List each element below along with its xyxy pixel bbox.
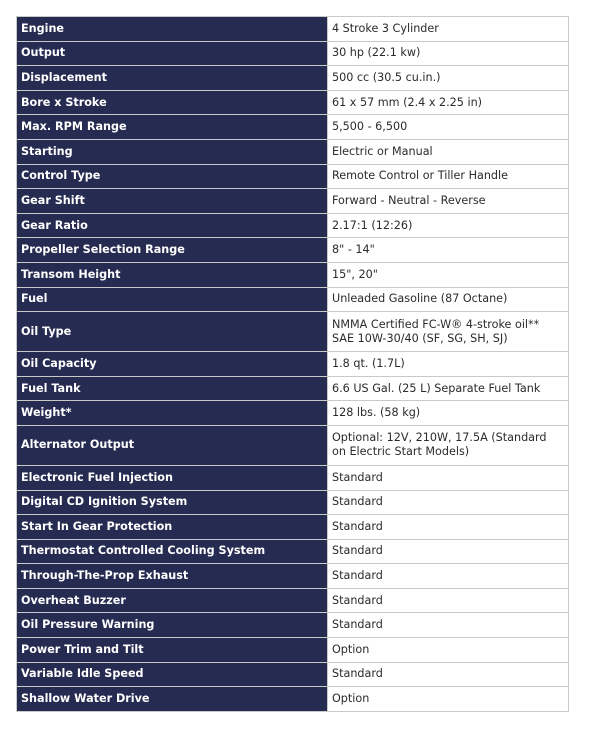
spec-value: Standard: [328, 515, 569, 540]
spec-value: 5,500 - 6,500: [328, 115, 569, 140]
table-row: [17, 90, 569, 115]
spec-value: 15", 20": [328, 262, 569, 287]
spec-label: Max. RPM Range: [17, 115, 328, 140]
spec-sheet: [16, 16, 568, 712]
table-row: [17, 17, 569, 42]
specifications-table: [16, 16, 569, 712]
spec-value: NMMA Certified FC-W® 4-stroke oil** SAE 10W-30/40 (SF, SG, SH, SJ): [328, 312, 569, 352]
spec-label: Overheat Buzzer: [17, 588, 328, 613]
spec-value: 500 cc (30.5 cu.in.): [328, 66, 569, 91]
table-row: [17, 588, 569, 613]
table-row: [17, 189, 569, 214]
spec-value: Standard: [328, 490, 569, 515]
spec-value: 30 hp (22.1 kw): [328, 41, 569, 66]
spec-value: Remote Control or Tiller Handle: [328, 164, 569, 189]
spec-value: Standard: [328, 564, 569, 589]
spec-label: Digital CD Ignition System: [17, 490, 328, 515]
table-row: [17, 262, 569, 287]
spec-value: 128 lbs. (58 kg): [328, 401, 569, 426]
spec-label: Oil Pressure Warning: [17, 613, 328, 638]
spec-label: Starting: [17, 139, 328, 164]
spec-label: Fuel Tank: [17, 376, 328, 401]
table-row: [17, 465, 569, 490]
spec-label: Engine: [17, 17, 328, 42]
table-row: [17, 238, 569, 263]
table-row: [17, 139, 569, 164]
spec-value: Standard: [328, 465, 569, 490]
spec-label: Displacement: [17, 66, 328, 91]
spec-value: 8" - 14": [328, 238, 569, 263]
table-row: [17, 539, 569, 564]
spec-label: Start In Gear Protection: [17, 515, 328, 540]
table-row: [17, 164, 569, 189]
spec-label: Output: [17, 41, 328, 66]
spec-value: Forward - Neutral - Reverse: [328, 189, 569, 214]
spec-value: Unleaded Gasoline (87 Octane): [328, 287, 569, 312]
table-row: [17, 41, 569, 66]
spec-value: 6.6 US Gal. (25 L) Separate Fuel Tank: [328, 376, 569, 401]
spec-value: Standard: [328, 613, 569, 638]
spec-label: Through-The-Prop Exhaust: [17, 564, 328, 589]
table-row: [17, 66, 569, 91]
spec-value: 4 Stroke 3 Cylinder: [328, 17, 569, 42]
table-row: [17, 401, 569, 426]
spec-label: Power Trim and Tilt: [17, 638, 328, 663]
table-row: [17, 564, 569, 589]
spec-value: Standard: [328, 662, 569, 687]
table-row: [17, 312, 569, 352]
spec-value: Electric or Manual: [328, 139, 569, 164]
table-row: [17, 613, 569, 638]
spec-label: Gear Shift: [17, 189, 328, 214]
spec-label: Alternator Output: [17, 425, 328, 465]
table-row: [17, 515, 569, 540]
spec-value: Optional: 12V, 210W, 17.5A (Standard on Electric Start Models): [328, 425, 569, 465]
table-row: [17, 490, 569, 515]
spec-label: Shallow Water Drive: [17, 687, 328, 712]
spec-value: 1.8 qt. (1.7L): [328, 352, 569, 377]
spec-value: 61 x 57 mm (2.4 x 2.25 in): [328, 90, 569, 115]
table-row: [17, 687, 569, 712]
spec-value: Option: [328, 687, 569, 712]
spec-label: Oil Capacity: [17, 352, 328, 377]
table-row: [17, 662, 569, 687]
table-row: [17, 638, 569, 663]
spec-label: Propeller Selection Range: [17, 238, 328, 263]
spec-label: Transom Height: [17, 262, 328, 287]
spec-label: Control Type: [17, 164, 328, 189]
spec-label: Variable Idle Speed: [17, 662, 328, 687]
spec-value: Standard: [328, 588, 569, 613]
table-row: [17, 213, 569, 238]
spec-label: Oil Type: [17, 312, 328, 352]
spec-label: Electronic Fuel Injection: [17, 465, 328, 490]
table-row: [17, 425, 569, 465]
spec-label: Bore x Stroke: [17, 90, 328, 115]
table-row: [17, 352, 569, 377]
spec-label: Fuel: [17, 287, 328, 312]
spec-value: 2.17:1 (12:26): [328, 213, 569, 238]
spec-value: Option: [328, 638, 569, 663]
spec-label: Weight*: [17, 401, 328, 426]
table-row: [17, 115, 569, 140]
spec-label: Gear Ratio: [17, 213, 328, 238]
spec-value: Standard: [328, 539, 569, 564]
table-row: [17, 376, 569, 401]
table-row: [17, 287, 569, 312]
spec-label: Thermostat Controlled Cooling System: [17, 539, 328, 564]
